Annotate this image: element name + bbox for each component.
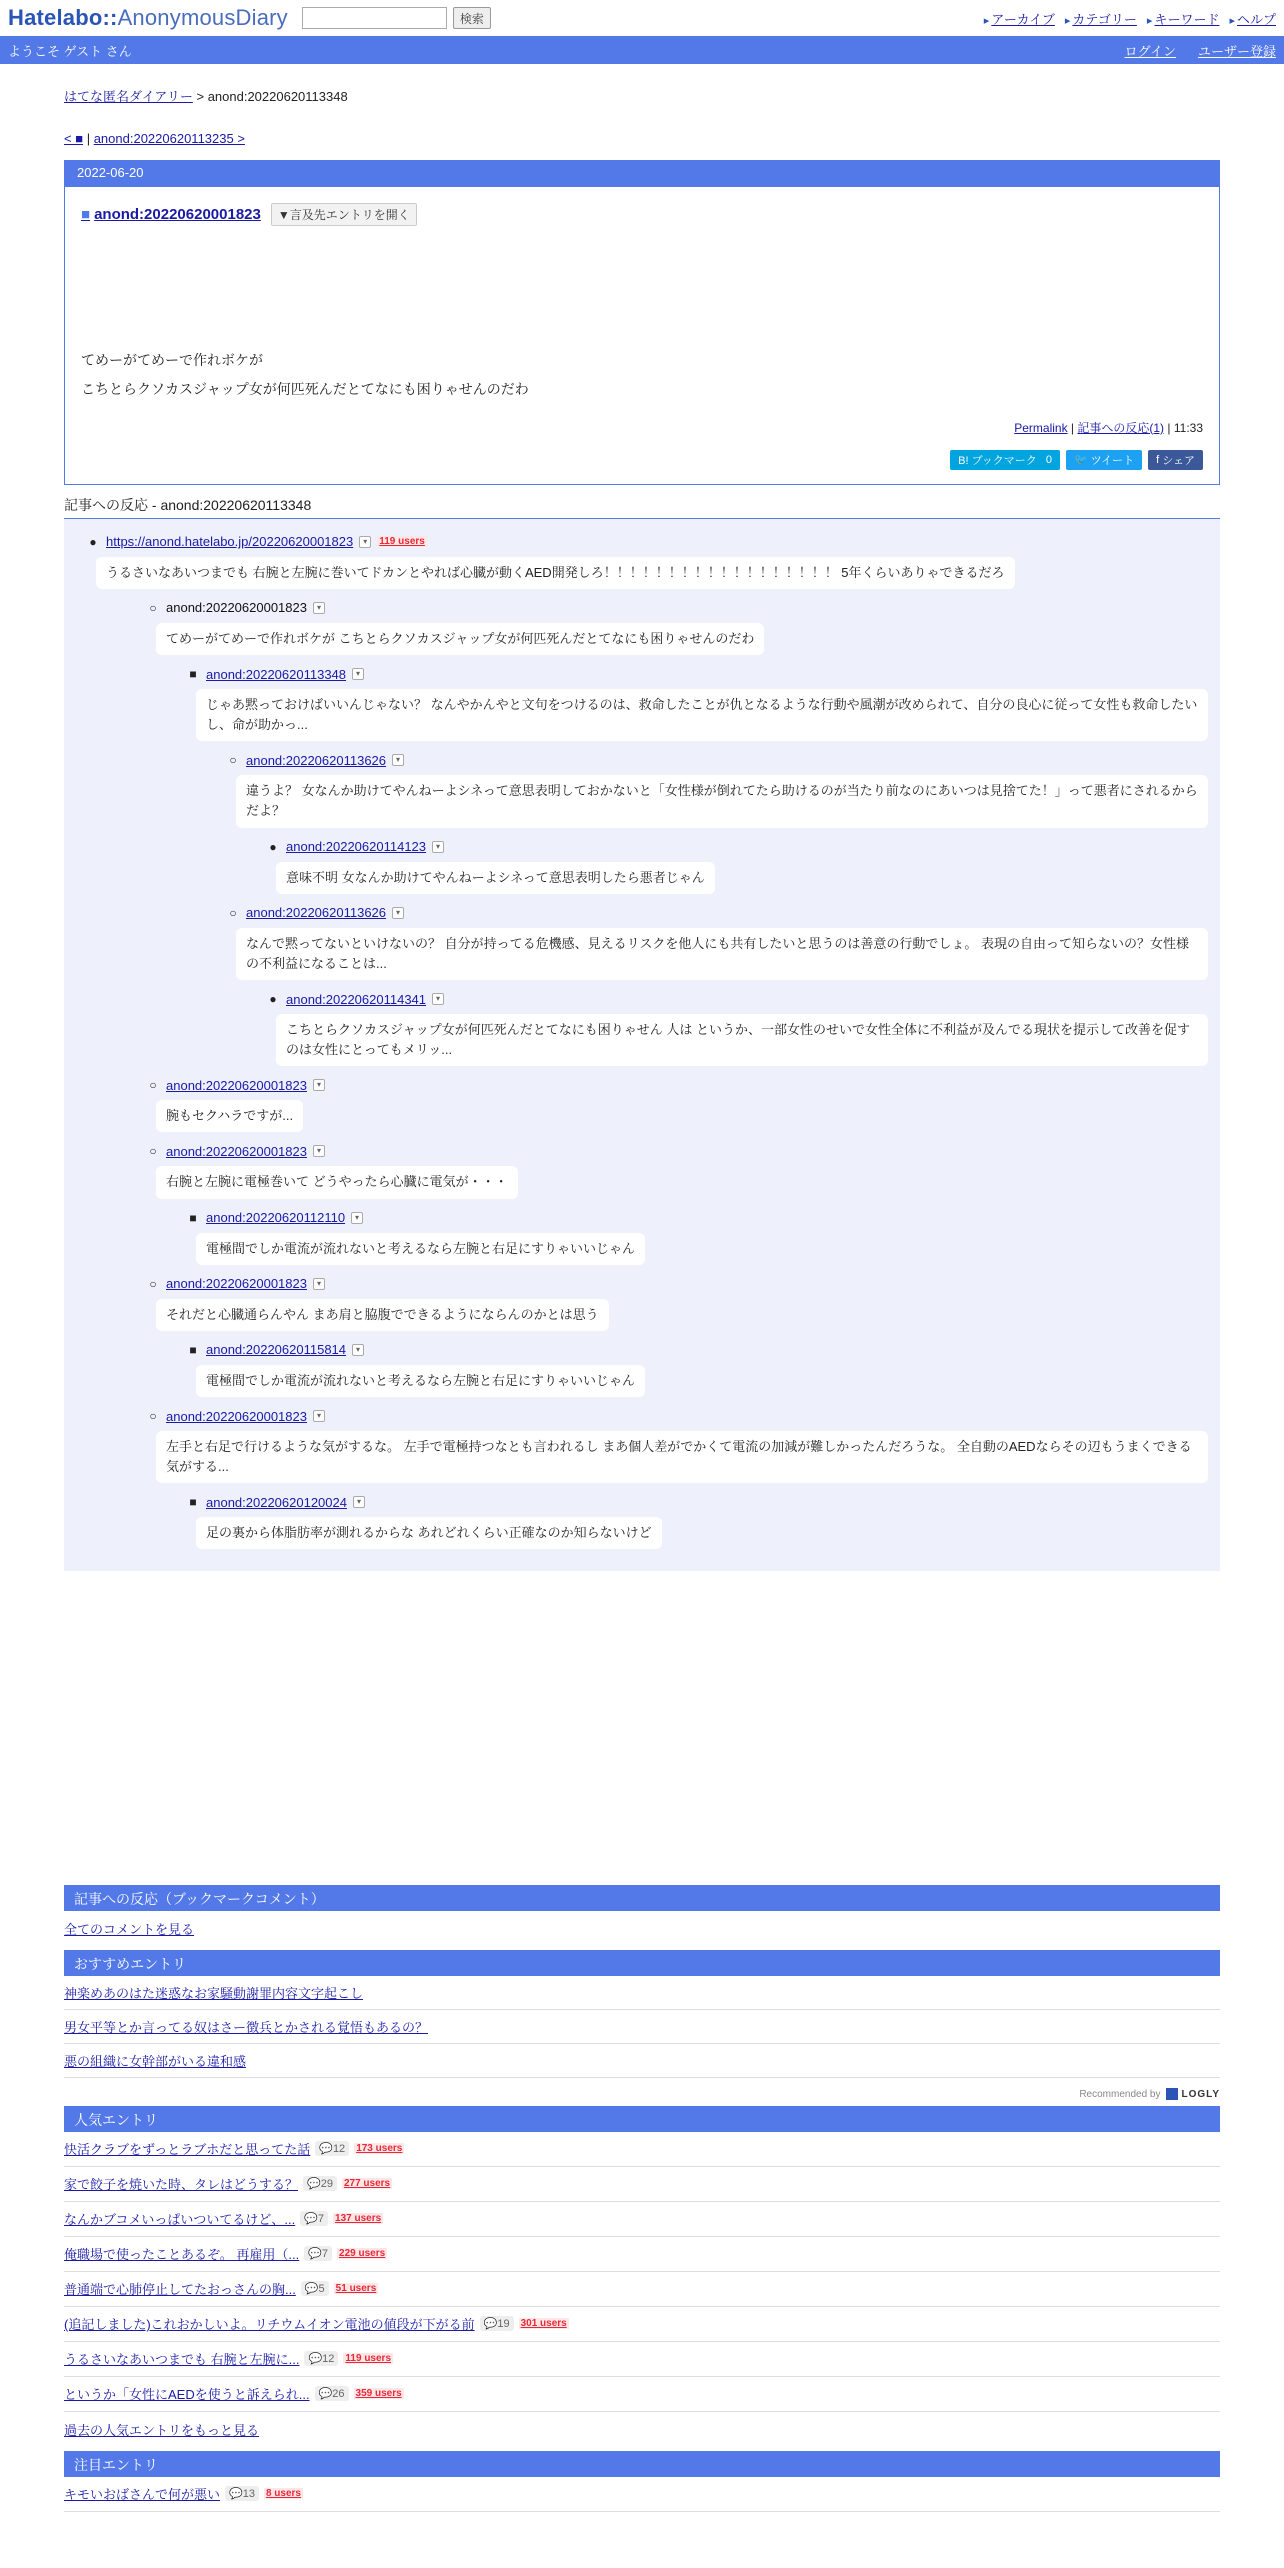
bullet-icon: ○ — [229, 753, 237, 768]
reaction-item — [266, 836, 1208, 902]
bullet-icon: ○ — [149, 1144, 157, 1159]
reaction-link[interactable]: anond:20220620120024 — [206, 1494, 347, 1510]
comment-count[interactable]: 💬12 — [304, 2351, 338, 2366]
reaction-text: 電極間でしか電流が流れないと考えるなら左腕と右足にすりゃいいじゃん — [196, 1365, 645, 1397]
reaction-text: 違うよ？ 女なんか助けてやんねーよシネって意思表明しておかないと「女性様が倒れてたら助けるのが当たり前なのにあいつは見捨てた！」って悪者にされるからだよ？ — [236, 775, 1208, 827]
breadcrumb-separator: > — [196, 89, 205, 104]
reaction-text: てめーがてめーで作れボケが こちとらクソカスジャップ女が何匹死んだとてなにも困りゃせんのだわ — [156, 623, 764, 655]
list-item — [64, 2307, 1220, 2342]
prev-link[interactable]: < ■ — [64, 131, 84, 146]
bullet-icon: ○ — [149, 600, 157, 615]
comment-icon: 💬 — [304, 2283, 319, 2296]
search-input[interactable] — [302, 7, 447, 29]
bullet-icon: ■ — [189, 667, 197, 682]
bullet-icon: ■ — [189, 1342, 197, 1357]
bookmark-users-badge[interactable]: 173 users — [356, 2143, 403, 2155]
nav-help[interactable]: ▸ ヘルプ — [1229, 9, 1276, 28]
entry-link[interactable]: うるさいなあいつまでも 右腕と左腕に... — [64, 2352, 300, 2368]
reaction-text: それだと心臓通らんやん まあ肩と脇腹でできるようにならんのかとは思う — [156, 1299, 609, 1331]
entry-link[interactable]: 快活クラブをずっとラブホだと思ってた話 — [64, 2142, 311, 2158]
reaction-link[interactable]: anond:20220620001823 — [166, 1077, 307, 1093]
bullet-icon: ■ — [189, 1210, 197, 1225]
comment-icon: 💬 — [318, 2388, 333, 2401]
recommended-list — [64, 1976, 1220, 2078]
pager-separator: | — [86, 131, 91, 146]
bookmark-users-badge[interactable]: 119 users — [379, 536, 425, 548]
entry-square-icon: ■ — [81, 206, 91, 223]
entry-link[interactable]: 普通端で心肺停止してたおっさんの胸... — [64, 2282, 296, 2298]
breadcrumb-current: anond:20220620113348 — [207, 89, 348, 104]
bullet-icon: ○ — [149, 1078, 157, 1093]
bookmark-users-badge[interactable]: 359 users — [355, 2388, 402, 2400]
facebook-share-button[interactable]: f シェア — [1148, 450, 1203, 470]
nav-keyword[interactable]: ▸ キーワード — [1147, 9, 1220, 28]
dropdown-icon[interactable]: ▾ — [313, 1410, 325, 1422]
list-item — [64, 2044, 1220, 2078]
main-content — [64, 86, 1220, 2512]
entry-link[interactable]: 俺職場で使ったことあるぞ。 再雇用（... — [64, 2247, 300, 2263]
comment-count[interactable]: 💬13 — [225, 2486, 259, 2501]
ad-space — [64, 1571, 1220, 1871]
notable-header: 注目エントリ — [64, 2451, 1220, 2477]
list-item — [64, 2342, 1220, 2377]
logly-logo[interactable]: LOGLY — [1166, 2088, 1220, 2100]
site-logo[interactable]: Hatelabo::AnonymousDiary — [8, 5, 288, 30]
bullet-icon: ● — [89, 534, 97, 549]
entry-line-1: てめーがてめーで作れボケが — [81, 352, 263, 368]
tweet-button[interactable]: 🐦 ツイート — [1066, 450, 1142, 470]
entry-link[interactable]: というか「女性にAEDを使うと訴えられ... — [64, 2387, 310, 2403]
dropdown-icon[interactable]: ▾ — [352, 668, 364, 680]
bookmark-users-badge[interactable]: 137 users — [335, 2213, 382, 2225]
reaction-item — [86, 531, 1208, 597]
reaction-link[interactable]: anond:20220620113626 — [246, 752, 387, 768]
reaction-item — [186, 1339, 1208, 1405]
breadcrumb — [64, 86, 1220, 105]
entry-footer: Permalink | 記事への反応(1) | 11:33 — [1014, 420, 1203, 435]
reactions-tree — [64, 519, 1220, 1572]
reaction-item — [186, 1491, 1208, 1557]
reaction-text: 足の裏から体脂肪率が測れるからな あれどれくらい正確なのか知らないけど — [196, 1517, 662, 1549]
comment-icon: 💬 — [307, 2178, 321, 2191]
reaction-text: なんで黙ってないといけないの？ 自分が持ってる危機感、見えるリスクを他人にも共有したいと思うのは善意の行動でしょ。 表現の自由って知らないの？女性様の不利益になることは... — [236, 928, 1208, 980]
comment-icon: 💬 — [483, 2318, 498, 2331]
comment-count[interactable]: 💬7 — [304, 2246, 332, 2261]
list-item — [64, 2202, 1220, 2237]
dropdown-icon[interactable]: ▾ — [392, 754, 404, 766]
permalink-link[interactable]: Permalink — [1014, 420, 1068, 435]
reaction-link[interactable]: anond:20220620114123 — [286, 839, 427, 855]
next-link[interactable]: anond:20220620113235 > — [93, 131, 245, 146]
reaction-link[interactable]: anond:20220620001823 — [166, 1143, 307, 1159]
dropdown-icon[interactable]: ▾ — [353, 1496, 365, 1508]
entry-date: 2022-06-20 — [65, 161, 1219, 187]
bullet-icon: ■ — [189, 1495, 197, 1510]
comment-count[interactable]: 💬5 — [301, 2281, 329, 2296]
recommended-header: おすすめエントリ — [64, 1950, 1220, 1976]
entry-link[interactable]: 家で餃子を焼いた時、タレはどうする？ — [64, 2177, 299, 2193]
facebook-icon: f — [1156, 453, 1160, 466]
reaction-link[interactable]: anond:20220620113626 — [246, 905, 387, 921]
reaction-text: 左手と右足で行けるような気がするな。 左手で電極持つなとも言われるし まあ個人差がでかくて電流の加減が難しかったんだろうな。 全自動のAEDならその辺もうまくできる気がする... — [156, 1431, 1208, 1483]
bullet-icon: ● — [269, 992, 277, 1007]
comment-count[interactable]: 💬26 — [315, 2386, 349, 2401]
bullet-icon: ○ — [229, 905, 237, 920]
dropdown-icon[interactable]: ▾ — [359, 536, 371, 548]
recommended-link[interactable]: 神楽めあのはた迷惑なお家騒動謝罪内容文字起こし — [64, 1986, 364, 2002]
popular-header: 人気エントリ — [64, 2106, 1220, 2132]
list-item — [64, 2272, 1220, 2307]
all-comments-link[interactable]: 全てのコメントを見る — [64, 1922, 195, 1938]
bookmark-users-badge[interactable]: 229 users — [339, 2248, 386, 2260]
reactions-link[interactable]: 記事への反応(1) — [1077, 420, 1165, 435]
dropdown-icon[interactable]: ▾ — [313, 602, 325, 614]
comment-icon: 💬 — [304, 2213, 318, 2226]
entry-line-2: こちとらクソカスジャップ女が何匹死んだとてなにも困りゃせんのだわ — [81, 381, 529, 398]
comment-count[interactable]: 💬29 — [303, 2176, 337, 2191]
bookmark-users-badge[interactable]: 51 users — [335, 2283, 377, 2295]
reaction-text: こちとらクソカスジャップ女が何匹死んだとてなにも困りゃせん 人は というか、一部女性のせいで女性全体に不利益が及んでる現状を提示して改善を促すのは女性にとってもメリッ... — [276, 1014, 1208, 1066]
pager — [64, 131, 1220, 146]
list-item — [64, 2132, 1220, 2167]
twitter-icon: 🐦 — [1074, 454, 1088, 467]
comment-icon: 💬 — [308, 2353, 323, 2366]
dropdown-icon[interactable]: ▾ — [313, 1278, 325, 1290]
reaction-item — [146, 1074, 1208, 1140]
bookmark-users-badge[interactable]: 301 users — [520, 2318, 567, 2330]
reaction-link[interactable]: anond:20220620114341 — [286, 991, 427, 1007]
dropdown-icon[interactable]: ▾ — [351, 1212, 363, 1224]
popular-list — [64, 2132, 1220, 2412]
reactions-title: 記事への反応 - anond:20220620113348 — [64, 495, 1220, 519]
reaction-item — [186, 663, 1208, 749]
top-nav — [984, 9, 1276, 28]
entry-link[interactable]: (追記しました)これおかしいよ。リチウムイオン電池の値段が下がる前 — [64, 2317, 475, 2333]
bullet-icon: ○ — [149, 1409, 157, 1424]
comment-icon: 💬 — [229, 2488, 243, 2501]
register-link[interactable]: ユーザー登録 — [1197, 43, 1276, 59]
entry-title-link[interactable]: ■ anond:20220620001823 — [81, 206, 261, 223]
dropdown-icon[interactable]: ▾ — [313, 1079, 325, 1091]
reaction-link[interactable]: anond:20220620112110 — [206, 1210, 346, 1226]
entry-body — [81, 346, 1203, 405]
breadcrumb-home[interactable]: はてな匿名ダイアリー — [64, 89, 193, 104]
dropdown-icon[interactable]: ▾ — [392, 907, 404, 919]
reaction-text: うるさいなあいつまでも 右腕と左腕に巻いてドカンとやれば心臓が動くAED開発しろ！！！！！！！！！！！！！！！！！！ 5年くらいありゃできるだろ — [96, 557, 1015, 589]
recommended-by: Recommended by LOGLY — [1079, 2088, 1220, 2100]
reaction-text: 腕もセクハラですが... — [156, 1100, 303, 1132]
dropdown-icon[interactable]: ▾ — [352, 1344, 364, 1356]
list-item — [64, 2010, 1220, 2044]
reaction-link[interactable]: anond:20220620115814 — [206, 1342, 347, 1358]
dropdown-icon[interactable]: ▾ — [313, 1145, 325, 1157]
reaction-text: じゃあ黙っておけばいいんじゃない？ なんやかんやと文句をつけるのは、救命したことが仇となるような行動や風潮が改められて、自分の良心に従って女性も救命したいし、命が助かっ... — [196, 689, 1208, 741]
more-popular-link[interactable]: 過去の人気エントリをもっと見る — [64, 2423, 260, 2439]
comment-icon: 💬 — [319, 2143, 333, 2156]
reaction-link[interactable]: anond:20220620001823 — [166, 1408, 307, 1424]
login-link[interactable]: ログイン — [1124, 43, 1176, 59]
top-bar — [0, 0, 1284, 36]
dropdown-icon[interactable]: ▾ — [432, 993, 444, 1005]
reaction-id: anond:20220620001823 — [166, 600, 307, 616]
dropdown-icon[interactable]: ▾ — [432, 841, 444, 853]
bookmark-comments-header: 記事への反応（ブックマークコメント） — [64, 1885, 1220, 1911]
reaction-link[interactable]: anond:20220620113348 — [206, 666, 347, 682]
entry-link[interactable]: キモいおばさんで何が悪い — [64, 2487, 221, 2503]
list-item — [64, 1976, 1220, 2010]
bullet-icon: ○ — [149, 1276, 157, 1291]
entry-time: 11:33 — [1173, 420, 1203, 435]
recommended-link[interactable]: 男女平等とか言ってる奴はさー徴兵とかされる覚悟もあるの？ — [64, 2020, 429, 2036]
nav-category[interactable]: ▸ カテゴリー — [1065, 9, 1137, 28]
reaction-text: 電極間でしか電流が流れないと考えるなら左腕と右足にすりゃいいじゃん — [196, 1233, 645, 1265]
comment-icon: 💬 — [308, 2248, 322, 2261]
list-item — [64, 2377, 1220, 2412]
welcome-bar — [0, 36, 1284, 64]
share-row — [81, 450, 1203, 470]
bullet-icon: ● — [269, 839, 277, 854]
reaction-item — [146, 1140, 1208, 1206]
bookmark-users-badge[interactable]: 8 users — [265, 2488, 301, 2500]
day-box — [64, 160, 1220, 485]
search-button[interactable]: 検索 — [453, 7, 491, 29]
reaction-item — [266, 988, 1208, 1074]
bookmark-users-badge[interactable]: 119 users — [345, 2353, 392, 2365]
comment-count[interactable]: 💬7 — [300, 2211, 328, 2226]
list-item — [64, 2237, 1220, 2272]
recommended-link[interactable]: 悪の組織に女幹部がいる違和感 — [64, 2054, 247, 2070]
open-referenced-entry-button[interactable]: ▼言及先エントリを開く — [271, 203, 417, 226]
list-item — [64, 2477, 1220, 2512]
nav-archive[interactable]: ▸ アーカイブ — [984, 9, 1055, 28]
notable-list — [64, 2477, 1220, 2512]
entry-link[interactable]: なんかブコメいっぱいついてるけど、... — [64, 2212, 296, 2228]
comment-count[interactable]: 💬12 — [315, 2141, 349, 2156]
list-item — [64, 2167, 1220, 2202]
reaction-link[interactable]: https://anond.hatelabo.jp/20220620001823 — [106, 534, 354, 550]
hatena-bookmark-button[interactable]: B! ブックマーク 0 — [950, 450, 1060, 470]
reaction-item — [226, 902, 1208, 988]
reaction-item — [226, 749, 1208, 835]
reaction-item — [186, 1207, 1208, 1273]
welcome-text: ようこそ ゲスト さん — [8, 43, 132, 59]
reaction-item — [146, 1273, 1208, 1339]
comment-count[interactable]: 💬19 — [480, 2316, 514, 2331]
reaction-item — [146, 1405, 1208, 1491]
bookmark-users-badge[interactable]: 277 users — [343, 2178, 391, 2190]
reaction-text: 右腕と左腕に電極巻いて どうやったら心臓に電気が・・・ — [156, 1166, 518, 1198]
reaction-link[interactable]: anond:20220620001823 — [166, 1276, 307, 1292]
reaction-text: 意味不明 女なんか助けてやんねーよシネって意思表明したら悪者じゃん — [276, 862, 715, 894]
reaction-item — [146, 597, 1208, 663]
